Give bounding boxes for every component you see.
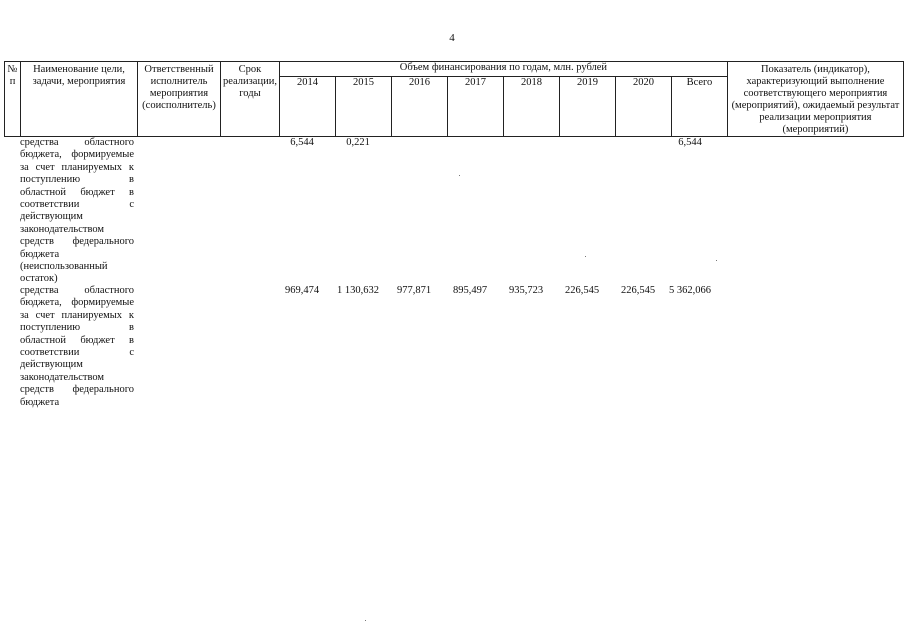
header-number-line2: п (9, 76, 16, 87)
header-year-2017: 2017 (447, 77, 503, 137)
row-2-value-total: 5 362,066 (669, 285, 711, 296)
row-2-value-2016: 977,871 (396, 285, 432, 296)
header-number-cell (5, 62, 21, 137)
header-year-2019: 2019 (559, 77, 615, 137)
row-2-value-2015: 1 130,632 (337, 285, 379, 296)
header-funding-title: Объем финансирования по годам, млн. рублей (279, 62, 727, 77)
row-2-value-2020: 226,545 (620, 285, 656, 296)
row-2-value-2014: 969,474 (284, 285, 320, 296)
header-year-total: Всего (671, 77, 727, 137)
header-period: Срок реализации, годы (221, 62, 280, 137)
header-year-2018: 2018 (503, 77, 559, 137)
header-name: Наименование цели, задачи, мероприятия (21, 62, 138, 137)
row-1-name: средства областного бюджета, формируемые за счет планируемых к поступлению в областной бюджет в соответствии с действующим законодательством средств федерального бюджета (неиспользованный остаток) (20, 137, 134, 285)
page-number: 4 (449, 32, 455, 44)
scan-speck (365, 620, 366, 621)
row-2-name: средства областного бюджета, формируемые за счет планируемых к поступлению в областной бюджет в соответствии с действующим законодательством средств федерального бюджета (20, 285, 134, 408)
scan-speck (459, 175, 460, 176)
row-2-value-2017: 895,497 (452, 285, 488, 296)
row-1-value-total: 6,544 (678, 137, 702, 148)
header-year-2016: 2016 (391, 77, 447, 137)
header-year-2014: 2014 (279, 77, 335, 137)
row-1-value-2014: 6,544 (290, 137, 314, 148)
header-number-line1: № (7, 64, 18, 75)
header-executor: Ответственный исполнитель мероприятия (соисполнитель) (138, 62, 221, 137)
table-header (4, 61, 904, 137)
row-2-value-2018: 935,723 (508, 285, 544, 296)
scan-speck (716, 260, 717, 261)
header-year-2015: 2015 (335, 77, 391, 137)
row-1-value-2015: 0,221 (346, 137, 370, 148)
header-year-2020: 2020 (615, 77, 671, 137)
header-indicator: Показатель (индикатор), характеризующий выполнение соответствующего мероприятия (мероприятий), ожидаемый результат реализации мероприятия (мероприятий) (727, 62, 903, 137)
row-2-value-2019: 226,545 (564, 285, 600, 296)
scan-speck (585, 256, 586, 257)
